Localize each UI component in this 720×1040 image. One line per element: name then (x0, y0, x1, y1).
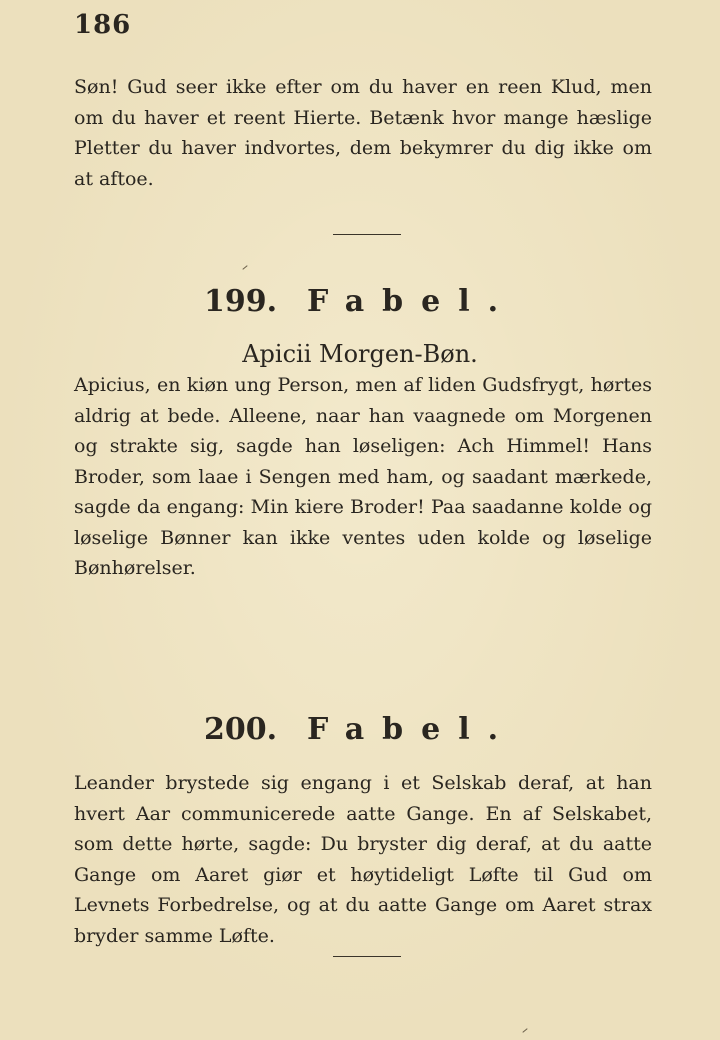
fable-text-199: Apicius, en kiøn ung Person, men af liden Gudsfrygt, hørtes aldrig at bede. Alleene, naar han vaagnede om Morgenen og strakte sig, sagde han løseligen: Ach Himmel! Hans Broder, som laae i Sengen med ham, og saadant mærkede, sagde da engang: Min kiere Broder! Paa saadanne kolde og løselige Bønner kan ikke ventes uden kolde og løselige Bønhørelser. (74, 374, 652, 579)
print-speck (522, 1028, 527, 1033)
fable-label: Fabel. (307, 284, 517, 319)
section-divider (333, 956, 401, 957)
fable-title: Apicii Morgen-Bøn. (242, 340, 478, 368)
intro-paragraph: Søn! Gud seer ikke efter om du haver en reen Klud, men om du haver et reent Hierte. Betænk hvor mange hæslige Pletter du haver indvortes, dem bekymrer du dig ikke om at aftoe. (74, 76, 652, 190)
fable-heading-200 (0, 712, 720, 747)
fable-text-200: Leander brystede sig engang i et Selskab deraf, at han hvert Aar communicerede aatte Gange. En af Selskabet, som dette hørte, sagde: Du bryster dig deraf, at du aatte Gange om Aaret giør et høytideligt Løfte til Gud om Levnets Forbedrelse, og at du aatte Gange om Aaret strax bryder samme Løfte. (74, 772, 652, 947)
fable-number: 200. (203, 712, 278, 747)
fable-heading-199 (0, 284, 720, 319)
fable-number: 199. (203, 284, 278, 319)
section-divider (333, 234, 401, 235)
page-number: 186 (74, 10, 132, 40)
fable-label: Fabel. (307, 712, 517, 747)
print-speck (242, 265, 247, 270)
